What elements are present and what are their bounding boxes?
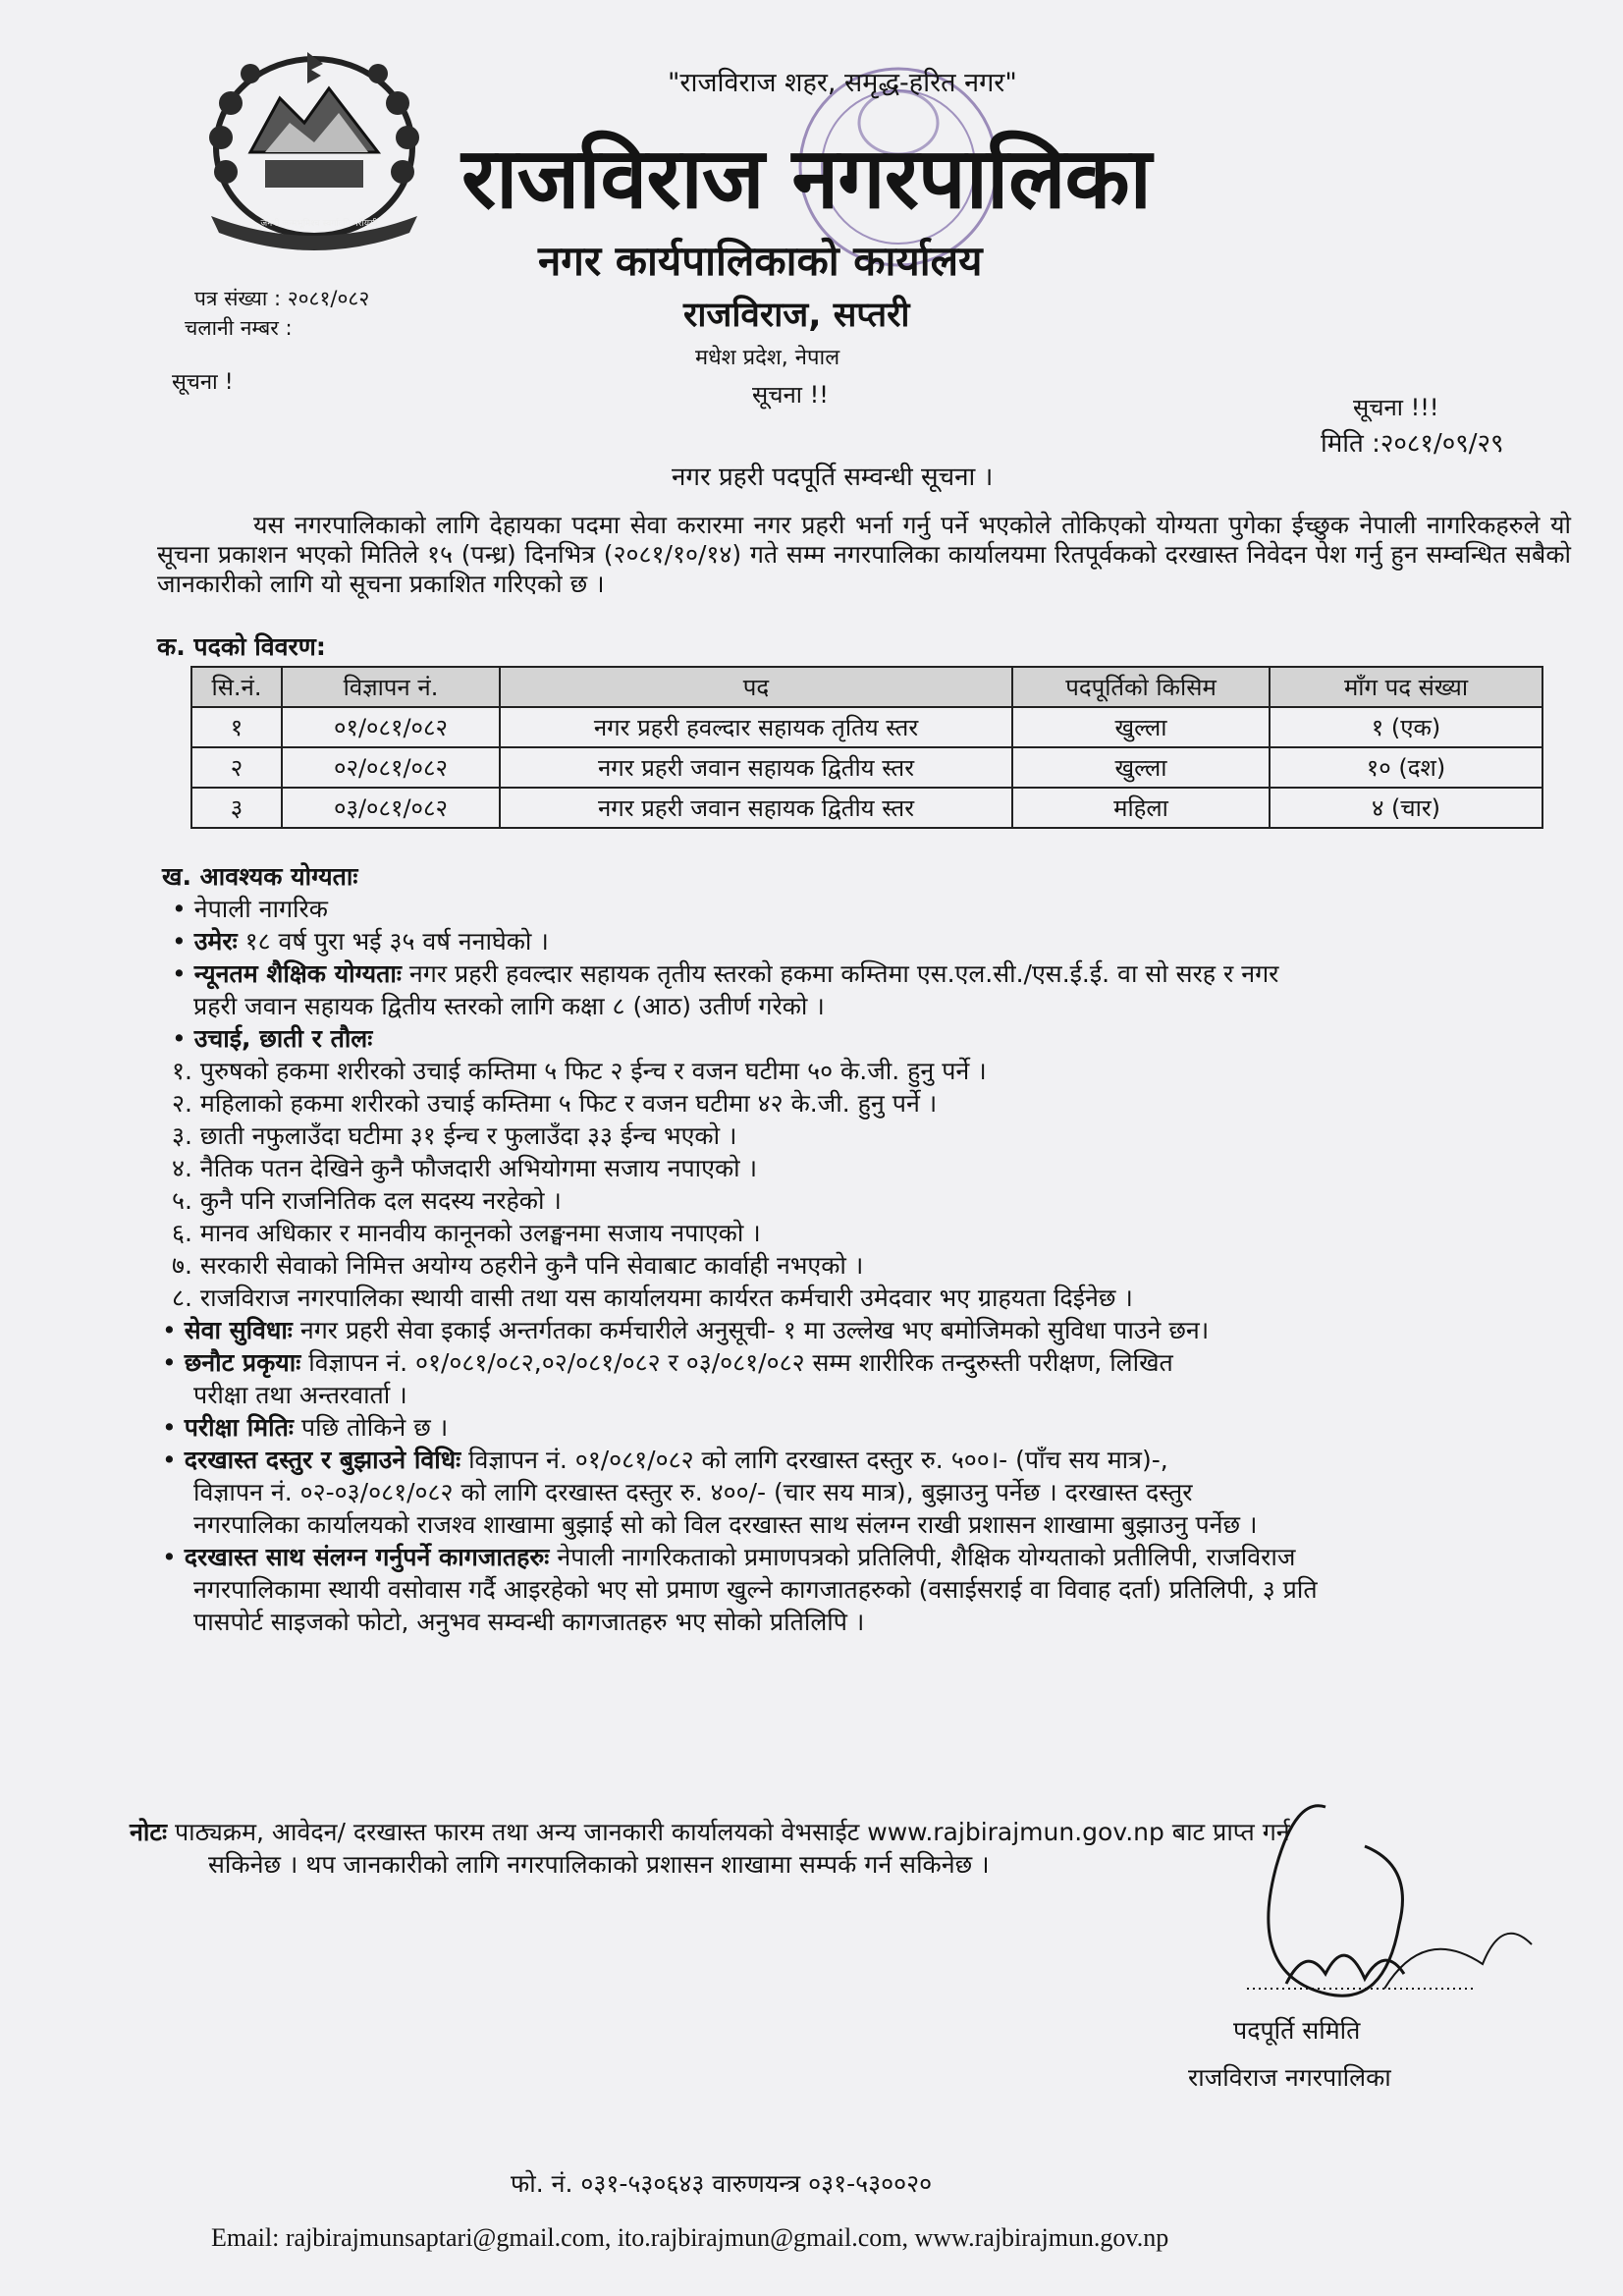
cell-count: ४ (चार) (1270, 788, 1542, 828)
cell-post: नगर प्रहरी जवान सहायक द्वितीय स्तर (500, 788, 1012, 828)
qualifications-section (162, 860, 1576, 1638)
list-item: • परीक्षा मितिः पछि तोकिने छ । (162, 1413, 449, 1442)
col-ad-no: विज्ञापन नं. (282, 667, 500, 707)
signatory-org: राजविराज नगरपालिका (1188, 2063, 1391, 2092)
selection-text-cont: परीक्षा तथा अन्तरवार्ता । (193, 1381, 407, 1409)
notice-center: सूचना !! (752, 381, 829, 409)
list-item: • दरखास्त दस्तुर र बुझाउने विधिः विज्ञापन नं. ०१/०८१/०८२ को लागि दरखास्त दस्तुर रु. ५००।- (पाँच सय मात्र)-, (162, 1446, 1168, 1474)
section-b-heading: ख. आवश्यक योग्यताः (162, 862, 358, 891)
age-text: १८ वर्ष पुरा भई ३५ वर्ष ननाघेको । (244, 927, 549, 956)
benefit-label: सेवा सुविधाः (184, 1316, 293, 1344)
municipality-title: राजविराज नगरपालिका (461, 130, 1151, 228)
cell-type: खुल्ला (1012, 707, 1270, 747)
list-item: • उचाई, छाती र तौलः (172, 1024, 373, 1053)
note-label: नोटः (130, 1818, 168, 1846)
numbered-item: २. महिलाको हकमा शरीरको उचाई कम्तिमा ५ फिट र वजन घटीमा ४२ के.जी. हुनु पर्ने । (172, 1089, 938, 1118)
cell-type: महिला (1012, 788, 1270, 828)
intro-paragraph: यस नगरपालिकाको लागि देहायका पदमा सेवा करारमा नगर प्रहरी भर्ना गर्नु पर्ने भएकोले तोकिएको योग्यता पुगेका ईच्छुक नेपाली नागरिकहरुले यो सूचना प्रकाशन भएको मितिले १५ (पन्ध्र) दिनभित्र (२०८१/१०/१४) गते सम्म नगरपालिका कार्यालयमा रितपूर्वकको दरखास्त निवेदन पेश गर्नु हुन सम्वन्धित सबैको जानकारीको लागि यो सूचना प्रकाशित गरिएको छ । (157, 511, 1571, 598)
citizen-text: नेपाली नागरिक (193, 895, 328, 923)
signature-mark (1188, 1777, 1561, 2023)
fee-text-cont: नगरपालिका कार्यालयको राजश्व शाखामा बुझाई सो को विल दरखास्त साथ संलग्न राखी प्रशासन शाखामा बुझाउनु पर्नेछ । (193, 1510, 1258, 1539)
ref-number: पत्र संख्या : २०८१/०८२ (194, 287, 370, 310)
notice-right: सूचना !!! (1353, 394, 1439, 421)
age-label: उमेरः (193, 927, 238, 956)
numbered-item: ५. कुनै पनि राजनितिक दल सदस्य नरहेको । (172, 1186, 562, 1215)
subject-line: नगर प्रहरी पदपूर्ति सम्वन्धी सूचना । (672, 463, 994, 492)
footer-phone: फो. नं. ०३१-५३०६४३ वारुणयन्त्र ०३१-५३००२० (511, 2169, 933, 2198)
table-row (191, 788, 1542, 828)
cell-post: नगर प्रहरी हवल्दार सहायक तृतिय स्तर (500, 707, 1012, 747)
fee-text: विज्ञापन नं. ०१/०८१/०८२ को लागि दरखास्त दस्तुर रु. ५००।- (पाँच सय मात्र)-, (468, 1446, 1168, 1474)
col-post: पद (500, 667, 1012, 707)
edu-text: नगर प्रहरी हवल्दार सहायक तृतीय स्तरको हकमा कम्तिमा एस.एल.सी./एस.ई.ई. वा सो सरह र नगर (408, 959, 1279, 988)
numbered-item: ३. छाती नफुलाउँदा घटीमा ३१ ईन्च र फुलाउँदा ३३ ईन्च भएको । (172, 1121, 737, 1150)
docs-label: दरखास्त साथ संलग्न गर्नुपर्ने कागजातहरुः (184, 1543, 550, 1571)
selection-label: छनौट प्रकृयाः (184, 1348, 301, 1377)
numbered-item: ८. राजविराज नगरपालिका स्थायी वासी तथा यस कार्यालयमा कार्यरत कर्मचारी उमेदवार भए ग्राहयता दिईनेछ । (172, 1284, 1133, 1312)
cell-ad-no: ०३/०८१/०८२ (282, 788, 500, 828)
section-a-heading: क. पदको विवरण: (157, 632, 326, 661)
note-text-cont: सकिनेछ । थप जानकारीको लागि नगरपालिकाको प्रशासन शाखामा सम्पर्क गर्न सकिनेछ । (208, 1850, 990, 1879)
numbered-item: ४. नैतिक पतन देखिने कुनै फौजदारी अभियोगमा सजाय नपाएको । (172, 1154, 758, 1182)
docs-text-cont: पासपोर्ट साइजको फोटो, अनुभव सम्वन्धी कागजातहरु भए सोको प्रतिलिपि । (193, 1608, 865, 1636)
benefit-text: नगर प्रहरी सेवा इकाई अन्तर्गतका कर्मचारीले अनुसूची- १ मा उल्लेख भए बमोजिमको सुविधा पाउने छन। (299, 1316, 1210, 1344)
cell-sn: २ (191, 747, 282, 788)
docs-text: नेपाली नागरिकताको प्रमाणपत्रको प्रतिलिपी, शैक्षिक योग्यताको प्रतीलिपी, राजविराज (557, 1543, 1296, 1571)
office-subtitle: नगर कार्यपालिकाको कार्यालय (538, 237, 983, 285)
cell-count: १ (एक) (1270, 707, 1542, 747)
edu-label: न्यूनतम शैक्षिक योग्यताः (193, 959, 402, 988)
table-header-row (191, 667, 1542, 707)
list-item: • न्यूनतम शैक्षिक योग्यताः नगर प्रहरी हवल्दार सहायक तृतीय स्तरको हकमा कम्तिमा एस.एल.सी./एस.ई.ई. वा सो सरह र नगर (172, 959, 1279, 988)
cell-ad-no: ०१/०८१/०८२ (282, 707, 500, 747)
posts-table (190, 666, 1543, 829)
col-count: माँग पद संख्या (1270, 667, 1542, 707)
exam-text: पछि तोकिने छ । (300, 1413, 449, 1442)
edu-text-cont: प्रहरी जवान सहायक द्वितीय स्तरको लागि कक्षा ८ (आठ) उतीर्ण गरेको । (193, 992, 825, 1020)
letter-date: मिति :२०८१/०९/२९ (1321, 429, 1504, 459)
exam-label: परीक्षा मितिः (184, 1413, 294, 1442)
table-row (191, 747, 1542, 788)
list-item: • सेवा सुविधाः नगर प्रहरी सेवा इकाई अन्तर्गतका कर्मचारीले अनुसूची- १ मा उल्लेख भए बमोजिमको सुविधा पाउने छन। (162, 1316, 1210, 1344)
list-item: • उमेरः १८ वर्ष पुरा भई ३५ वर्ष ननाघेको । (172, 927, 549, 956)
fee-label: दरखास्त दस्तुर र बुझाउने विधिः (184, 1446, 461, 1474)
cell-count: १० (दश) (1270, 747, 1542, 788)
col-type: पदपूर्तिको किसिम (1012, 667, 1270, 707)
list-item: • नेपाली नागरिक (172, 895, 328, 923)
office-place: राजविराज, सप्तरी (683, 296, 910, 335)
cell-post: नगर प्रहरी जवान सहायक द्वितीय स्तर (500, 747, 1012, 788)
selection-text: विज्ञापन नं. ०१/०८१/०८२,०२/०८१/०८२ र ०३/०८१/०८२ सम्म शारीरिक तन्दुरुस्ती परीक्षण, लिखित (308, 1348, 1173, 1377)
numbered-item: ६. मानव अधिकार र मानवीय कानूनको उलङ्घनमा सजाय नपाएको । (172, 1219, 761, 1247)
physical-label: उचाई, छाती र तौलः (193, 1024, 373, 1053)
cell-type: खुल्ला (1012, 747, 1270, 788)
list-item: • छनौट प्रकृयाः विज्ञापन नं. ०१/०८१/०८२,०२/०८१/०८२ र ०३/०८१/०८२ सम्म शारीरिक तन्दुरुस्ती परीक्षण, लिखित (162, 1348, 1173, 1377)
note-text: पाठ्यक्रम, आवेदन/ दरखास्त फारम तथा अन्य जानकारी कार्यालयको वेभसाईट www.rajbirajmun.gov.np बाट प्राप्त गर्न (174, 1818, 1290, 1846)
signatory-committee: पदपूर्ति समिति (1233, 2016, 1361, 2045)
cell-sn: ३ (191, 788, 282, 828)
dispatch-number: चलानी नम्बर : (185, 316, 293, 340)
fee-text-cont: विज्ञापन नं. ०२-०३/०८१/०८२ को लागि दरखास्त दस्तुर रु. ४००/- (चार सय मात्र), बुझाउनु पर्नेछ । दरखास्त दस्तुर (193, 1478, 1193, 1506)
slogan: "राजविराज शहर, समृद्ध-हरित नगर" (668, 68, 1017, 98)
notice-left: सूचना ! (172, 370, 234, 395)
table-row (191, 707, 1542, 747)
numbered-item: ७. सरकारी सेवाको निमित्त अयोग्य ठहरीने कुनै पनि सेवाबाट कार्वाही नभएको । (172, 1251, 864, 1280)
footer-email: Email: rajbirajmunsaptari@gmail.com, ito.rajbirajmun@gmail.com, www.rajbirajmun.gov.np (211, 2223, 1169, 2252)
docs-text-cont: नगरपालिकामा स्थायी वसोवास गर्दै आइरहेको भए सो प्रमाण खुल्ने कागजातहरुको (वसाईसराई वा विवाह दर्ता) प्रतिलिपी, ३ प्रति (193, 1575, 1318, 1604)
cell-ad-no: ०२/०८१/०८२ (282, 747, 500, 788)
numbered-item: १. पुरुषको हकमा शरीरको उचाई कम्तिमा ५ फिट २ ईन्च र वजन घटीमा ५० के.जी. हुनु पर्ने । (172, 1057, 987, 1085)
province: मधेश प्रदेश, नेपाल (695, 346, 840, 370)
col-sn: सि.नं. (191, 667, 282, 707)
list-item: • दरखास्त साथ संलग्न गर्नुपर्ने कागजातहरुः नेपाली नागरिकताको प्रमाणपत्रको प्रतिलिपी, शैक्षिक योग्यताको प्रतीलिपी, राजविराज (162, 1543, 1296, 1571)
emblem-motto: जननी जन्मभूमिश्च स्वर्गादपि गरीयसी (260, 219, 378, 229)
cell-sn: १ (191, 707, 282, 747)
